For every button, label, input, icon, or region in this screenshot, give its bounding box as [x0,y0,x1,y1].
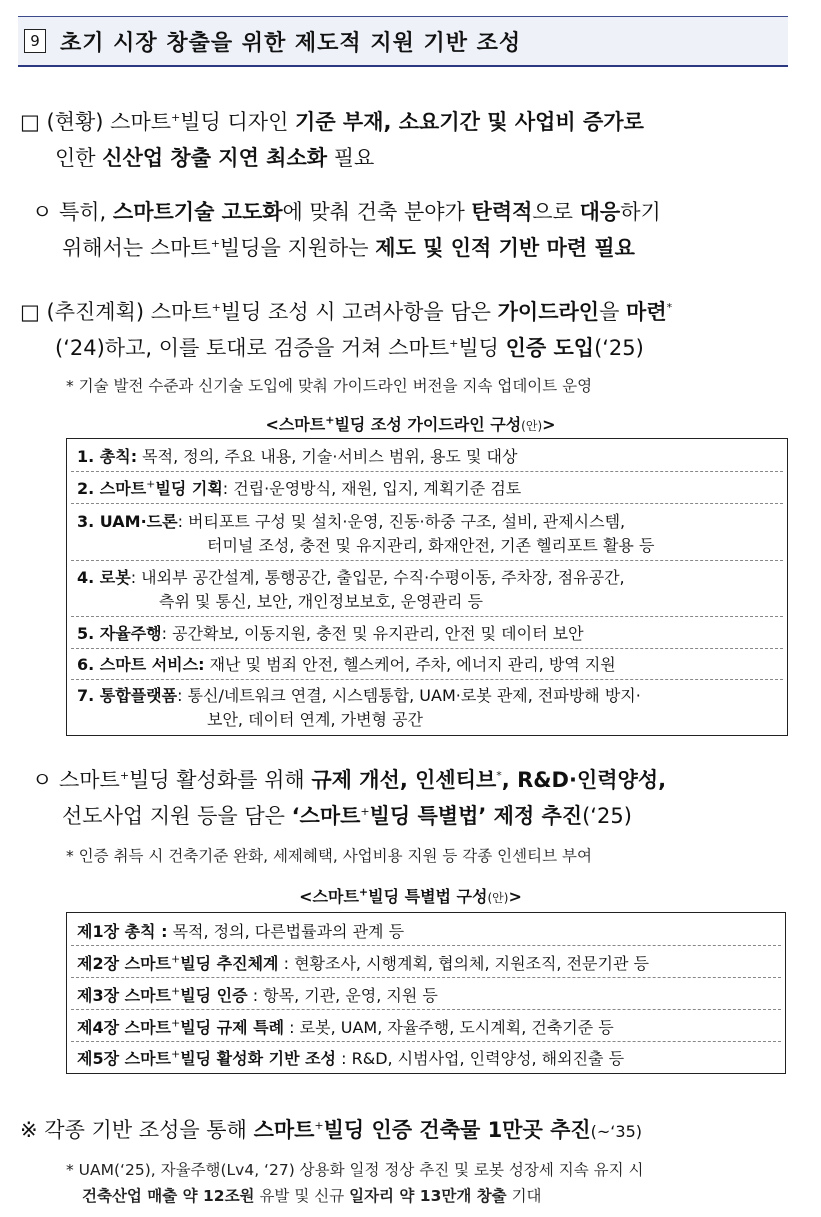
row-label: 5. 자율주행 [77,624,162,643]
superscript-plus: + [325,413,335,427]
caption-text: (안) [521,419,543,433]
row-label: 빌딩 기획 [155,479,223,498]
superscript-plus: + [358,885,369,899]
footnote-star: * [496,769,502,782]
text: 빌딩 [458,336,506,360]
text: 선도사업 지원 등을 담은 [62,804,292,828]
p2o-line1 [32,764,666,794]
guide-row-7-cont: 보안, 데이터 연계, 가변형 공간 [207,710,423,729]
row-label: 제1장 총칙 : [77,922,168,941]
bold: 빌딩 인증 건축물 1만곳 추진 [323,1118,591,1142]
p1-text: 빌딩 디자인 [180,110,296,134]
row-text: 재난 및 범죄 안전, 헬스케어, 주차, 에너지 관리, 방역 지원 [204,655,616,674]
divider [71,1041,781,1042]
circle-bullet-icon: ㅇ [32,768,53,792]
p2o-line2 [62,800,632,830]
p1-line1 [20,106,644,136]
footnote-star: * [666,301,673,314]
row-label: 제3장 스마트 [77,986,171,1005]
law-row-1 [77,919,404,942]
text: 을 [599,300,627,324]
text: 빌딩 활성화를 위해 [129,768,312,792]
p1-line2 [55,142,374,172]
law-row-4 [77,1015,614,1038]
text: 특히, [58,200,113,224]
row-text: : 현황조사, 시행계획, 협의체, 지원조직, 전문기관 등 [278,954,649,973]
bold: 빌딩 특별법’ 제정 추진 [369,804,583,828]
row-label: 1. 총칙: [77,447,138,466]
row-label: 빌딩 활성화 기반 조성 [180,1049,337,1068]
guide-row-1 [77,444,517,467]
square-bullet-icon: □ [20,110,40,134]
text: 으로 [532,200,580,224]
text: 유발 및 신규 [254,1187,350,1205]
row-text: : 통신/네트워크 연결, 시스템통합, UAM·로봇 관제, 전파방해 방지· [177,686,641,705]
caption-text: > [508,887,522,906]
bold: , R&D·인력양성, [501,768,667,792]
final-note-1: * UAM(‘25), 자율주행(Lv4, ‘27) 상용화 일정 정상 추진 및 로봇 성장세 지속 유지 시 [66,1161,644,1179]
caption-text: > [542,415,556,434]
superscript-plus: + [314,1119,324,1132]
text: 빌딩 조성 시 고려사항을 담은 [220,300,498,324]
text: (‘25) [594,336,644,360]
row-label: 빌딩 인증 [180,986,248,1005]
p2o-footnote: * 인증 취득 시 건축기준 완화, 세제혜택, 사업비용 지원 등 각종 인센티브 부여 [66,847,592,865]
caption-text: <스마트 [265,415,326,434]
p1-text: 필요 [327,146,375,170]
bold: 스마트기술 고도화 [112,200,283,224]
p2-line1 [20,296,672,326]
text: 기대 [506,1187,542,1205]
guide-row-2 [77,476,521,499]
divider [71,945,781,946]
row-text: : 항목, 기관, 운영, 지원 등 [247,986,438,1005]
bold: 마련 [626,300,667,324]
divider [71,1009,781,1010]
reference-mark-icon: ※ [20,1118,38,1142]
guide-row-3 [77,509,625,532]
divider [71,560,783,561]
section-title: 초기 시장 창출을 위한 제도적 지원 기반 조성 [60,31,522,56]
bold: 인증 도입 [505,336,595,360]
bold: 일자리 약 13만개 창출 [349,1187,507,1205]
caption-text: <스마트 [299,887,359,906]
text: 에 맞춰 건축 분야가 [282,200,472,224]
law-row-2 [77,951,649,974]
text: (추진계획) 스마트 [46,300,212,324]
row-text: : R&D, 시범사업, 인력양성, 해외진출 등 [336,1049,625,1068]
divider [71,679,783,680]
row-label: 6. 스마트 서비스: [77,655,205,674]
section-number: 9 [24,29,46,53]
row-label: 7. 통합플랫폼 [77,686,178,705]
superscript-plus: + [170,1047,181,1061]
caption-text: (안) [487,891,509,905]
text: 하기 [620,200,661,224]
superscript-plus: + [171,111,181,124]
superscript-plus: + [449,337,459,350]
guide-row-6 [77,652,616,675]
section-header [18,16,788,67]
text: 각종 기반 조성을 통해 [37,1118,254,1142]
bold: 건축산업 매출 약 12조원 [82,1187,255,1205]
row-label: 빌딩 추진체계 [180,954,279,973]
row-text: 목적, 정의, 주요 내용, 기술·서비스 범위, 용도 및 대상 [137,447,518,466]
row-label: 3. UAM·드론 [77,512,178,531]
row-label: 4. 로봇 [77,568,131,587]
bold: 규제 개선, 인센티브 [311,768,497,792]
p1-bold: 기준 부재, 소요기간 및 사업비 증가로 [295,110,644,134]
row-text: : 로봇, UAM, 자율주행, 도시계획, 건축기준 등 [284,1018,614,1037]
row-text: : 버티포트 구성 및 설치·운영, 진동·하중 구조, 설비, 관제시스템, [177,512,626,531]
superscript-plus: + [170,984,181,998]
row-text: 목적, 정의, 다른법률과의 관계 등 [167,922,405,941]
bold: 스마트 [253,1118,315,1142]
superscript-plus: + [170,952,181,966]
superscript-plus: + [210,237,220,250]
guideline-table [66,438,788,736]
row-label: 2. 스마트 [77,479,147,498]
row-label: 빌딩 규제 특례 [180,1018,285,1037]
final-line [20,1114,642,1144]
text: (‘24)하고, 이를 토대로 검증을 거쳐 스마트 [55,336,450,360]
bold: 가이드라인 [497,300,600,324]
superscript-plus: + [146,477,156,491]
bold: 대응 [579,200,621,224]
caption-text: 빌딩 특별법 구성 [368,887,488,906]
p2-line2 [55,332,644,362]
law-row-3 [77,983,438,1006]
guide-row-7 [77,683,641,706]
superscript-plus: + [119,769,130,782]
p1-text: (현황) 스마트 [46,110,172,134]
bold: 탄력적 [471,200,533,224]
guide-caption [0,412,821,435]
row-text: : 공간확보, 이동지원, 충전 및 유지관리, 안전 및 데이터 보안 [161,624,584,643]
p1-text: 인한 [55,146,103,170]
text: (‘25) [582,804,632,828]
square-bullet-icon: □ [20,300,40,324]
bold: ‘스마트 [291,804,361,828]
guide-row-3-cont: 터미널 조성, 충전 및 유지관리, 화재안전, 기존 헬리포트 활용 등 [207,536,655,555]
text: 스마트 [58,768,120,792]
p1-bold: 신산업 창출 지연 최소화 [102,146,328,170]
guide-row-5 [77,621,584,644]
guide-row-4 [77,565,625,588]
p1o-line2 [62,232,635,262]
final-note-2 [82,1184,542,1206]
superscript-plus: + [170,1016,181,1030]
p1o-line1 [32,196,661,226]
law-caption [0,884,821,907]
divider [71,471,783,472]
text: 위해서는 스마트 [62,236,211,260]
text: (~‘35) [590,1122,642,1141]
row-text: : 내외부 공간설계, 통행공간, 출입문, 수직·수평이동, 주차장, 점유공간, [130,568,625,587]
divider [71,977,781,978]
superscript-plus: + [211,301,221,314]
p2-footnote: * 기술 발전 수준과 신기술 도입에 맞춰 가이드라인 버전을 지속 업데이트 운영 [66,377,593,395]
divider [71,503,783,504]
caption-text: 빌딩 조성 가이드라인 구성 [334,415,522,434]
row-label: 제4장 스마트 [77,1018,171,1037]
guide-row-4-cont: 측위 및 통신, 보안, 개인정보보호, 운영관리 등 [159,592,483,611]
superscript-plus: + [360,805,370,818]
law-row-5 [77,1046,624,1069]
divider [71,648,783,649]
row-text: : 건립·운영방식, 재원, 입지, 계획기준 검토 [222,479,522,498]
law-table [66,912,786,1074]
row-label: 제2장 스마트 [77,954,171,973]
circle-bullet-icon: ㅇ [32,200,53,224]
row-label: 제5장 스마트 [77,1049,171,1068]
bold: 제도 및 인적 기반 마련 필요 [375,236,635,260]
text: 빌딩을 지원하는 [219,236,376,260]
divider [71,616,783,617]
